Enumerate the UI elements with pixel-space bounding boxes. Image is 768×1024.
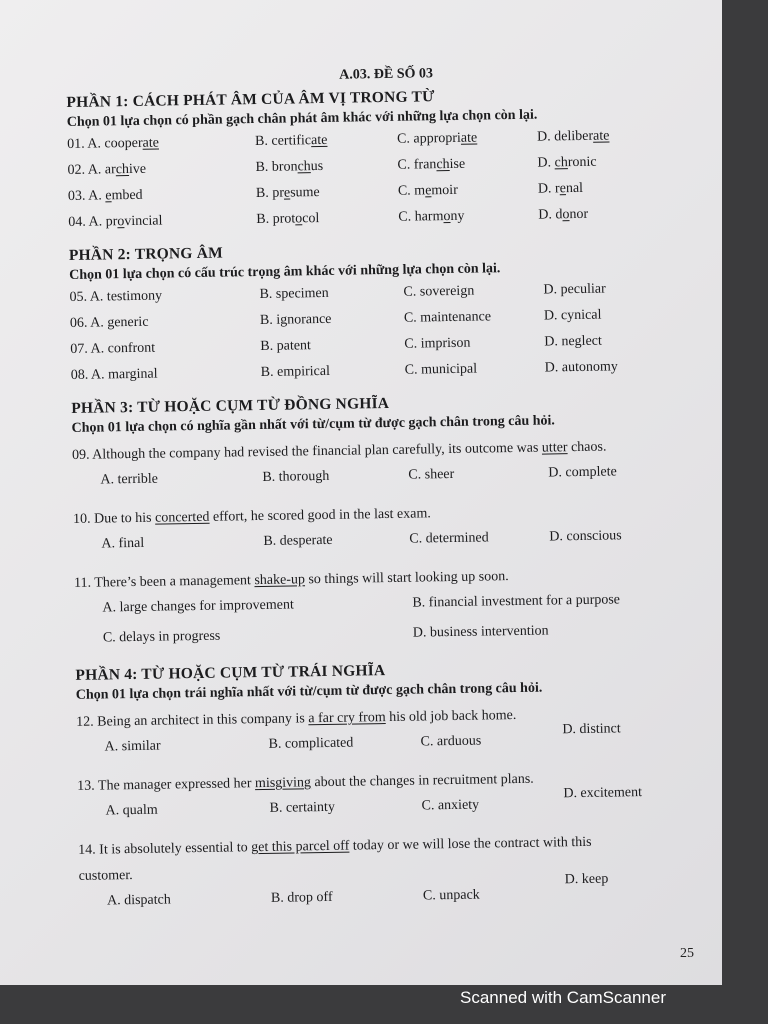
option-d: D. neglect xyxy=(544,333,602,350)
option-c: C. municipal xyxy=(404,361,478,378)
question-text: chaos. xyxy=(567,439,607,456)
option-text: D. xyxy=(537,155,555,171)
option-text: 02. A. ar xyxy=(67,162,116,178)
option-text: 04. A. pr xyxy=(68,214,118,230)
option-c: C. sheer xyxy=(408,466,455,483)
option-c: C. imprison xyxy=(404,335,471,352)
option-text: 01. A. cooper xyxy=(67,135,143,152)
part2-heading: PHẦN 2: TRỌNG ÂM xyxy=(68,244,224,264)
underlined-letters: o xyxy=(562,207,570,223)
option-d xyxy=(538,207,588,224)
options-10 xyxy=(73,527,713,565)
option-b xyxy=(255,133,328,150)
question-text: 14. It is absolutely essential to xyxy=(78,840,252,858)
option-a: A. large changes for improvement xyxy=(102,597,294,616)
option-a: 08. A. marginal xyxy=(70,366,158,383)
underlined-word: a far cry from xyxy=(308,710,386,727)
option-b: B. complicated xyxy=(268,735,354,752)
part1-instruction: Chọn 01 lựa chọn có phần gạch chân phát âm khác với những lựa chọn còn lại. xyxy=(66,107,538,130)
option-text: ise xyxy=(449,156,466,172)
option-a: A. similar xyxy=(104,738,161,755)
option-c xyxy=(398,183,458,200)
part1-questions xyxy=(67,127,709,241)
question-text: 10. Due to his xyxy=(72,510,156,527)
option-a xyxy=(67,162,146,179)
underlined-letters: e xyxy=(425,183,432,199)
part3-heading: PHẦN 3: TỪ HOẶC CỤM TỪ ĐỒNG NGHĨA xyxy=(71,394,390,417)
option-text: mbed xyxy=(111,187,143,204)
option-text: ronic xyxy=(567,154,597,171)
underlined-word: concerted xyxy=(154,509,210,526)
option-a: 06. A. generic xyxy=(69,314,149,331)
option-d: D. autonomy xyxy=(544,359,618,376)
option-d: D. business intervention xyxy=(412,623,549,641)
option-c: C. determined xyxy=(409,530,489,547)
part4-heading: PHẦN 4: TỪ HOẶC CỤM TỪ TRÁI NGHĨA xyxy=(75,662,386,684)
underlined-word: misgiving xyxy=(254,775,312,792)
underlined-word: utter xyxy=(541,440,568,456)
option-c: C. arduous xyxy=(420,733,482,750)
underlined-letters: e xyxy=(105,188,112,204)
question-text: 09. Although the company had revised the financial plan carefully, its outcome was xyxy=(71,440,542,463)
options-09 xyxy=(72,463,712,501)
underlined-letters: e xyxy=(559,181,567,197)
option-b: B. ignorance xyxy=(259,311,332,328)
underlined-letters: ate xyxy=(460,130,478,146)
option-d: D. keep xyxy=(564,871,609,888)
option-text: 03. A. xyxy=(67,188,106,204)
option-text: sume xyxy=(290,185,320,201)
page-title: A.03. ĐỀ SỐ 03 xyxy=(339,66,434,83)
option-text: B. pr xyxy=(255,185,285,202)
question-text: 13. The manager expressed her xyxy=(77,776,256,794)
worksheet xyxy=(66,62,719,922)
option-b: B. specimen xyxy=(259,285,329,302)
option-text: B. bron xyxy=(255,159,298,176)
option-a: 07. A. confront xyxy=(70,340,156,357)
option-c: C. unpack xyxy=(422,887,480,904)
option-a: A. final xyxy=(101,535,145,552)
option-b xyxy=(256,211,319,228)
underlined-word: shake-up xyxy=(254,572,306,589)
option-d xyxy=(537,155,596,172)
part1-heading: PHẦN 1: CÁCH PHÁT ÂM CỦA ÂM VỊ TRONG TỪ xyxy=(66,88,435,111)
option-text: us xyxy=(310,158,324,175)
underlined-letters: e xyxy=(283,185,291,201)
option-b: B. certainty xyxy=(269,799,336,816)
option-text: nal xyxy=(565,180,584,197)
option-a xyxy=(67,136,159,153)
question-text: so things will start looking up soon. xyxy=(304,569,509,588)
question-14-line2: customer. xyxy=(78,868,133,884)
option-c: C. sovereign xyxy=(403,283,475,300)
option-a: A. terrible xyxy=(100,471,159,488)
option-text: B. prot xyxy=(256,211,296,228)
option-d: D. conscious xyxy=(549,528,622,545)
option-a: A. qualm xyxy=(105,802,158,819)
option-text: D. d xyxy=(538,207,563,223)
option-b: B. drop off xyxy=(270,889,333,906)
option-b xyxy=(256,185,320,202)
option-d: D. cynical xyxy=(543,307,602,324)
option-text: C. m xyxy=(397,183,426,199)
underlined-letters: o xyxy=(443,208,451,225)
underlined-letters: ch xyxy=(115,162,130,178)
question-text: his old job back home. xyxy=(385,708,517,726)
option-a xyxy=(68,188,143,205)
option-c: C. anxiety xyxy=(421,797,480,814)
option-text: ny xyxy=(450,208,465,224)
underlined-letters: ate xyxy=(592,128,610,144)
option-d: D. distinct xyxy=(562,721,621,738)
underlined-letters: ch xyxy=(436,156,450,173)
option-text: nor xyxy=(569,206,589,223)
part4-instruction: Chọn 01 lựa chọn trái nghĩa nhất với từ/cụm từ được gạch chân trong câu hỏi. xyxy=(75,680,543,703)
option-c xyxy=(397,131,477,148)
underlined-letters: ch xyxy=(297,159,311,175)
option-text: C. appropri xyxy=(396,130,461,147)
underlined-letters: ch xyxy=(554,155,568,171)
option-d: D. peculiar xyxy=(543,281,606,298)
option-d xyxy=(537,128,610,145)
option-b: B. thorough xyxy=(262,468,330,485)
option-c xyxy=(398,209,464,226)
question-text: effort, he scored good in the last exam. xyxy=(209,506,431,525)
option-text: B. certific xyxy=(254,133,312,150)
option-text: D. deliber xyxy=(536,128,594,145)
underlined-word: get this parcel off xyxy=(251,838,350,856)
option-text: C. harm xyxy=(398,209,444,225)
options-12 xyxy=(76,721,716,768)
page-number: 25 xyxy=(680,946,694,961)
question-text: 12. Being an architect in this company is xyxy=(76,711,309,730)
underlined-letters: ate xyxy=(142,135,160,151)
scanner-watermark: Scanned with CamScanner xyxy=(460,988,667,1007)
option-text: ive xyxy=(128,161,147,178)
option-b xyxy=(255,159,323,176)
option-a xyxy=(68,214,162,231)
option-b: B. empirical xyxy=(260,363,331,380)
option-text: C. fran xyxy=(397,157,437,173)
option-a: A. dispatch xyxy=(106,892,171,909)
option-text: moir xyxy=(431,182,458,199)
option-b: B. desperate xyxy=(263,532,333,549)
option-b: B. financial investment for a purpose xyxy=(412,592,621,611)
option-a: 05. A. testimony xyxy=(69,288,163,305)
option-text: D. r xyxy=(537,181,560,197)
option-c: C. maintenance xyxy=(403,309,492,326)
part3-instruction: Chọn 01 lựa chọn có nghĩa gần nhất với từ/cụm từ được gạch chân trong câu hỏi. xyxy=(71,413,555,436)
underlined-letters: o xyxy=(295,211,303,227)
option-b: B. patent xyxy=(260,338,311,354)
option-d: D. excitement xyxy=(563,785,643,802)
option-c xyxy=(397,157,465,174)
question-text: about the changes in recruitment plans. xyxy=(310,771,534,791)
part2-instruction: Chọn 01 lựa chọn có cấu trúc trọng âm khác với những lựa chọn còn lại. xyxy=(69,261,501,283)
part2-questions xyxy=(69,280,711,394)
question-text: today or we will lose the contract with this xyxy=(349,834,592,854)
underlined-letters: ate xyxy=(310,132,328,149)
option-d: D. complete xyxy=(548,464,617,481)
underlined-letters: o xyxy=(117,214,125,230)
option-text: col xyxy=(302,211,320,227)
option-c: C. delays in progress xyxy=(102,628,221,646)
question-text: 11. There’s been a management xyxy=(73,573,255,591)
option-text: vincial xyxy=(124,213,163,230)
option-d xyxy=(538,181,583,198)
